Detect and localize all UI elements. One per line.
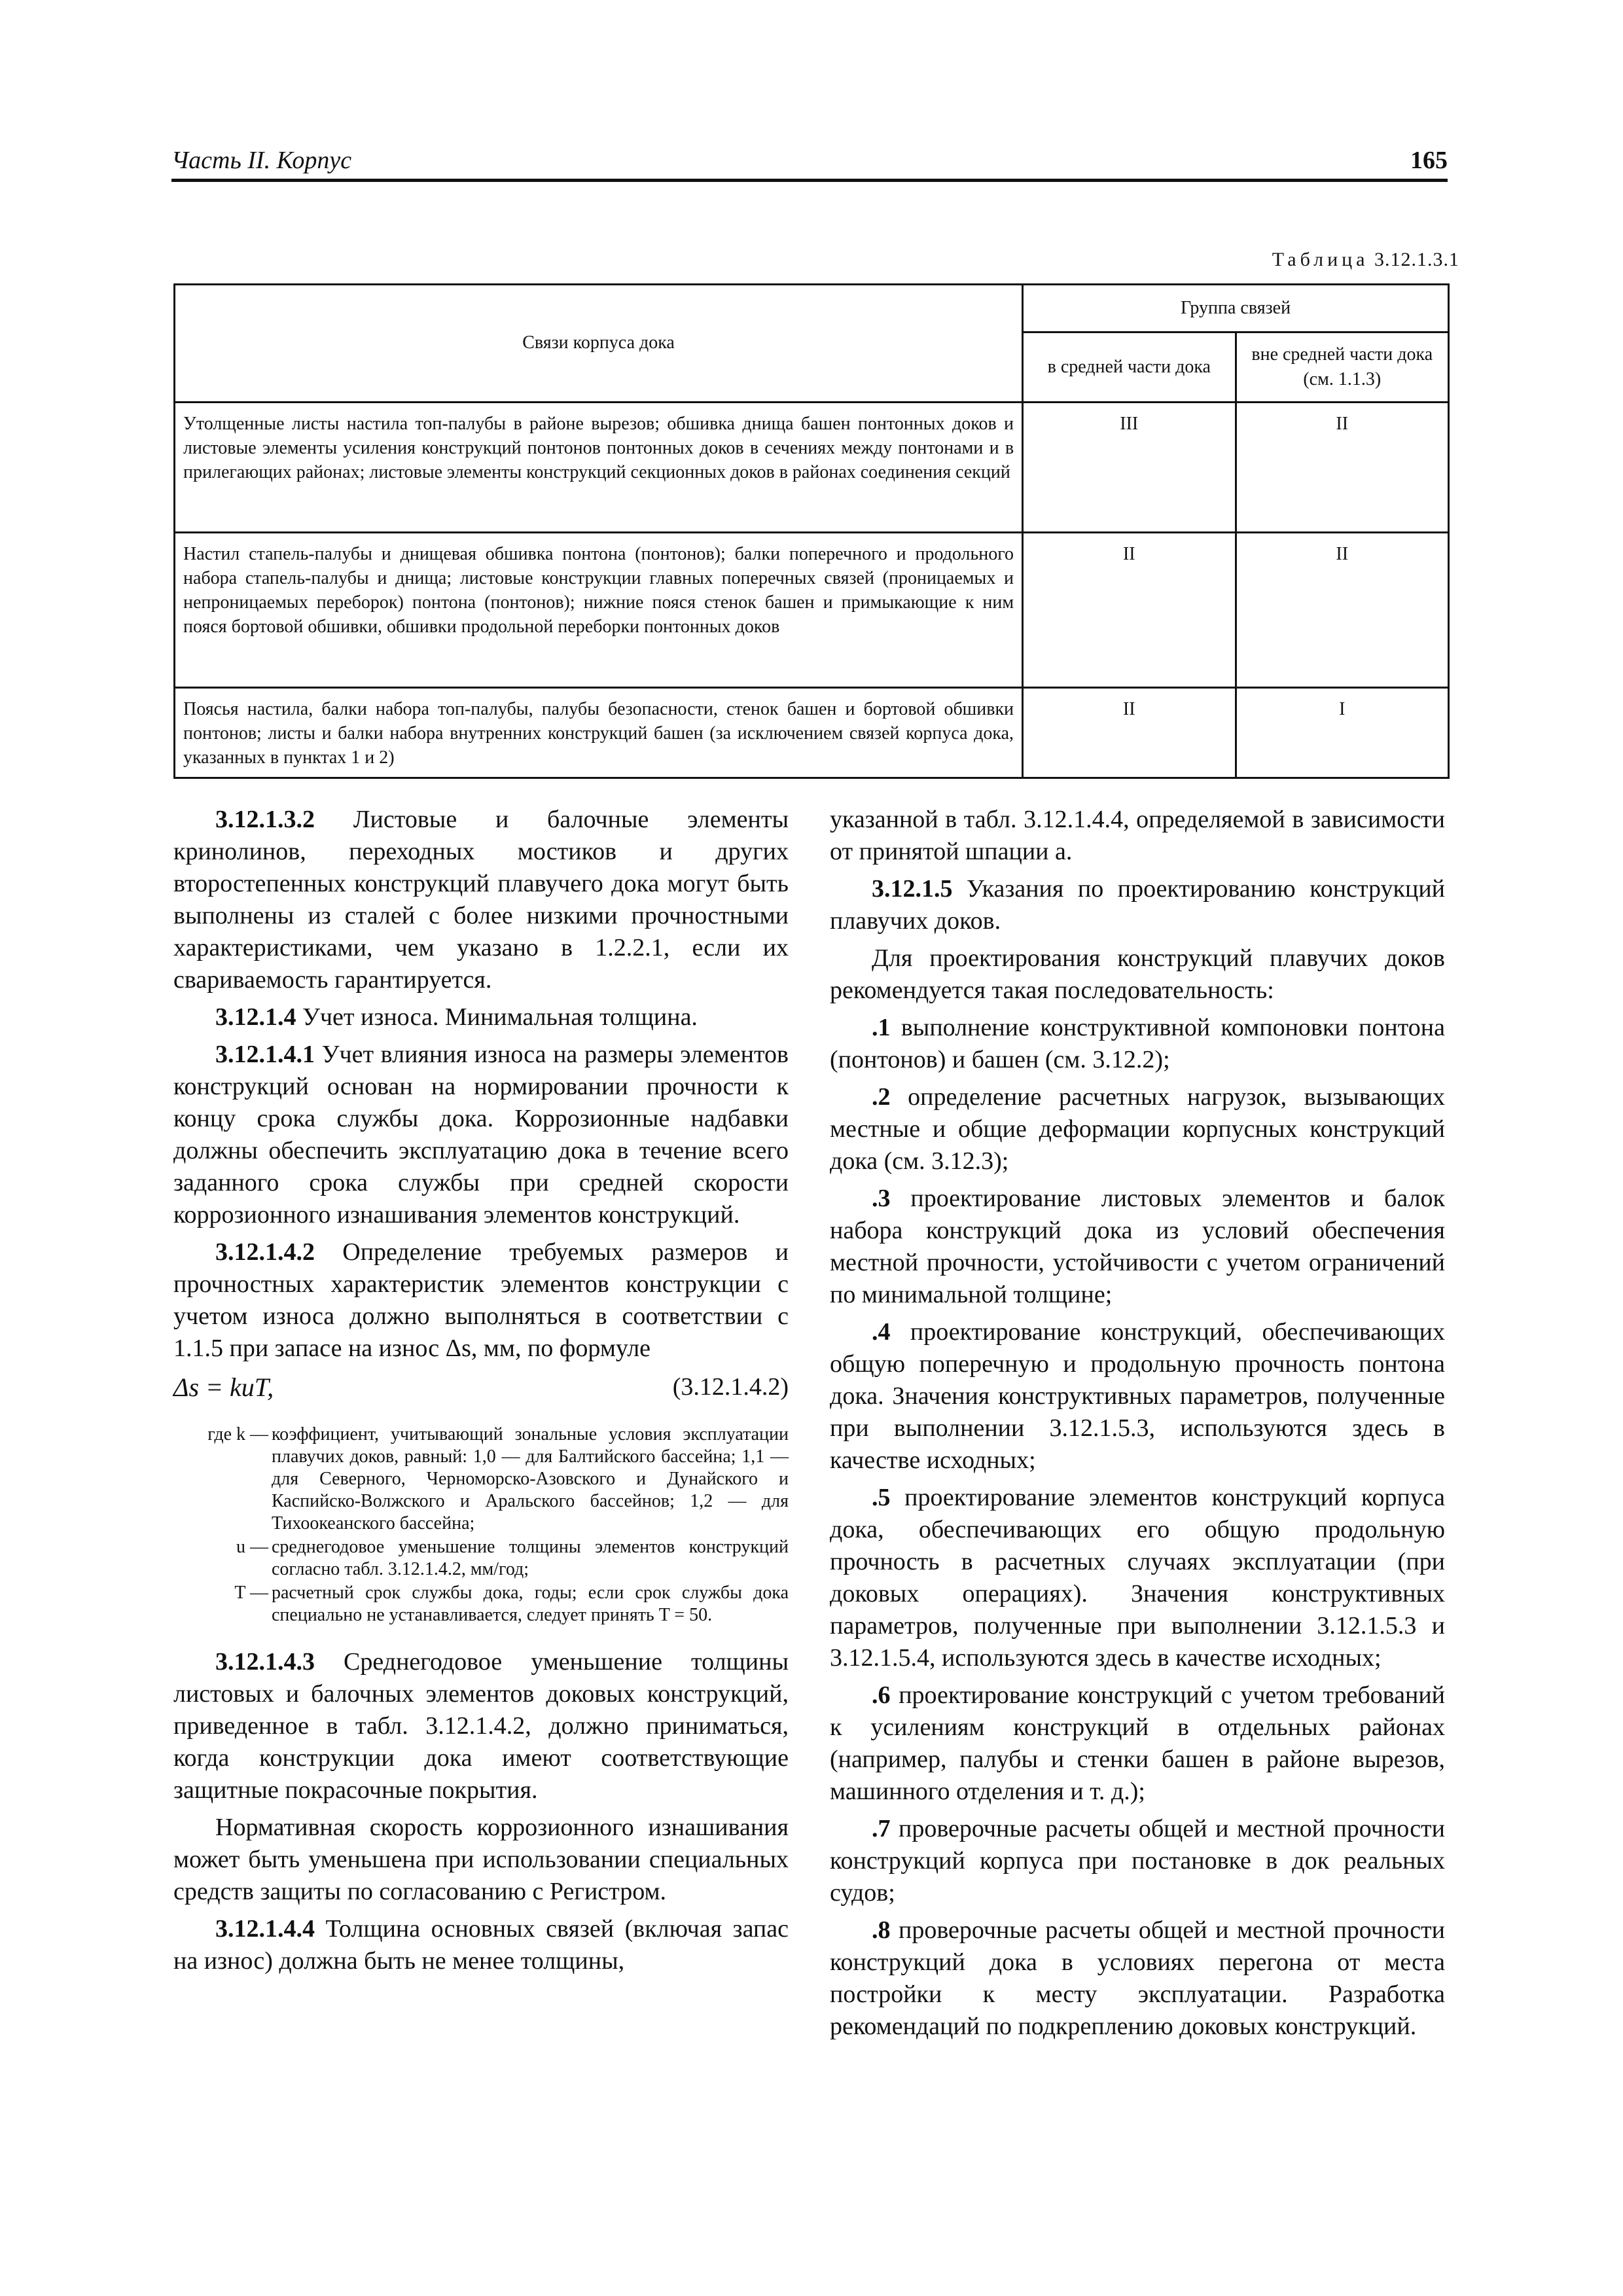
table-header-connections: Связи корпуса дока bbox=[175, 285, 1023, 403]
left-column bbox=[173, 804, 789, 1982]
paragraph: 3.12.1.4 Учет износа. Минимальная толщина. bbox=[215, 1003, 698, 1031]
table-cell-out: II bbox=[1236, 403, 1448, 533]
list-item: .2 определение расчетных нагрузок, вызывающих местные и общие деформации корпусных конструкций дока (см. 3.12.3); bbox=[830, 1083, 1445, 1175]
paragraph: Нормативная скорость коррозионного изнашивания может быть уменьшена при использовании специальных средств защиты по согласованию с Регистром. bbox=[173, 1814, 789, 1905]
formula-legend bbox=[173, 1424, 789, 1626]
table-cell-mid: II bbox=[1023, 533, 1236, 688]
list-item: .8 проверочные расчеты общей и местной прочности конструкций дока в условиях перегона от места постройки к месту эксплуатации. Разработка рекомендаций по подкреплению доковых конструкций. bbox=[830, 1916, 1445, 2040]
table-cell-desc: Утолщенные листы настила топ-палубы в районе вырезов; обшивка днища башен понтонных доков и листовые элементы усиления конструкций понтонов понтонных доков в сечениях между понтонами и в прилегающих районах; листовые элементы конструкций секционных доков в районах соединения секций bbox=[175, 403, 1023, 533]
table-header-group: Группа связей bbox=[1023, 285, 1449, 332]
table-cell-mid: III bbox=[1023, 403, 1236, 533]
table-cell-desc: Настил стапель-палубы и днищевая обшивка понтона (понтонов); балки поперечного и продольного набора стапель-палубы и днища; листовые конструкции главных поперечных связей (проницаемых и непроницаемых переборок) понтона (понтонов); нижние пояся стенок башен и примыкающие к ним пояся бортовой обшивки, обшивки продольной переборки понтонных доков bbox=[175, 533, 1023, 688]
legend-item: где k — коэффициент, учитывающий зональные условия эксплуатации плавучих доков, равный: 1,0 — для Балтийского бассейна; 1,1 — для Северного, Черноморско-Азовского и Дунайского и Каспийско-Волжского и Аральского бассейнов; 1,2 — для Тихоокеанского бассейна; bbox=[207, 1424, 789, 1534]
paragraph: 3.12.1.3.2 Листовые и балочные элементы кринолинов, переходных мостиков и других второстепенных конструкций плавучего дока могут быть выполнены из сталей с более низкими прочностными характеристиками, чем указано в 1.2.2.1, если их свариваемость гарантируется. bbox=[173, 806, 789, 994]
paragraph: 3.12.1.4.2 Определение требуемых размеров и прочностных характеристик элементов конструкции с учетом износа должно выполняться в соответствии с 1.1.5 при запасе на износ Δs, мм, по формуле bbox=[173, 1238, 789, 1362]
list-item: .3 проектирование листовых элементов и балок набора конструкций дока из условий обеспечения местной прочности, устойчивости с учетом ограничений по минимальной толщине; bbox=[830, 1185, 1445, 1308]
legend-item: u — среднегодовое уменьшение толщины элементов конструкций согласно табл. 3.12.1.4.2, мм/год; bbox=[236, 1537, 789, 1579]
formula bbox=[173, 1371, 789, 1410]
paragraph: 3.12.1.4.4 Толщина основных связей (включая запас на износ) должна быть не менее толщины, bbox=[173, 1915, 789, 1975]
paragraph: указанной в табл. 3.12.1.4.4, определяемой в зависимости от принятой шпации a. bbox=[830, 806, 1445, 865]
running-title: Часть II. Корпус bbox=[171, 147, 352, 174]
table-caption-label: Таблица bbox=[1272, 249, 1369, 270]
formula-expression: Δs = kuT, bbox=[173, 1372, 274, 1402]
right-column bbox=[830, 804, 1445, 2048]
page-number: 165 bbox=[1410, 147, 1448, 174]
table-cell-out: II bbox=[1236, 533, 1448, 688]
list-item: .5 проектирование элементов конструкций корпуса дока, обеспечивающих его общую продольную прочность в расчетных случаях эксплуатации (при доковых операциях). Значения конструктивных параметров, полученные при выполнении 3.12.1.5.3 и 3.12.1.5.4, используются здесь в качестве исходных; bbox=[830, 1484, 1445, 1672]
list-item: .7 проверочные расчеты общей и местной прочности конструкций корпуса при постановке в док реальных судов; bbox=[830, 1815, 1445, 1907]
table-row bbox=[175, 403, 1449, 533]
table-cell-out: I bbox=[1236, 688, 1448, 778]
paragraph: 3.12.1.4.3 Среднегодовое уменьшение толщины листовых и балочных элементов доковых конструкций, приведенное в табл. 3.12.1.4.2, должно приниматься, когда конструкции дока имеют соответствующие защитные покрасочные покрытия. bbox=[173, 1648, 789, 1804]
list-item: .4 проектирование конструкций, обеспечивающих общую поперечную и продольную прочность понтона дока. Значения конструктивных параметров, полученные при выполнении 3.12.1.5.3, используются здесь в качестве исходных; bbox=[830, 1318, 1445, 1474]
hull-connections-table bbox=[173, 283, 1450, 779]
table-cell-mid: II bbox=[1023, 688, 1236, 778]
table-caption-number: 3.12.1.3.1 bbox=[1374, 249, 1459, 270]
paragraph: Для проектирования конструкций плавучих доков рекомендуется такая последовательность: bbox=[830, 944, 1445, 1004]
table-cell-desc: Поясья настила, балки набора топ-палубы, палубы безопасности, стенок башен и бортовой обшивки понтонов; листы и балки набора внутренних конструкций башен (за исключением связей корпуса дока, указанных в пунктах 1 и 2) bbox=[175, 688, 1023, 778]
paragraph: 3.12.1.5 Указания по проектированию конструкций плавучих доков. bbox=[830, 875, 1445, 935]
table-row bbox=[175, 533, 1449, 688]
paragraph: 3.12.1.4.1 Учет влияния износа на размеры элементов конструкций основан на нормировании прочности к концу срока службы дока. Коррозионные надбавки должны обеспечить эксплуатацию дока в течение всего заданного срока службы при средней скорости коррозионного изнашивания элементов конструкций. bbox=[173, 1041, 789, 1229]
page-header bbox=[171, 141, 1448, 182]
table-header-outside: вне средней части дока (см. 1.1.3) bbox=[1236, 332, 1448, 403]
table-caption bbox=[1272, 249, 1459, 271]
formula-number: (3.12.1.4.2) bbox=[672, 1373, 789, 1401]
table-header-middle: в средней части дока bbox=[1023, 332, 1236, 403]
list-item: .6 проектирование конструкций с учетом требований к усилениям конструкций в отдельных районах (например, палубы и стенки башен в районе вырезов, машинного отделения и т. д.); bbox=[830, 1681, 1445, 1805]
legend-item: T — расчетный срок службы дока, годы; если срок службы дока специально не устанавливается, следует принять T = 50. bbox=[234, 1583, 789, 1625]
table-row bbox=[175, 688, 1449, 778]
list-item: .1 выполнение конструктивной компоновки понтона (понтонов) и башен (см. 3.12.2); bbox=[830, 1014, 1445, 1073]
